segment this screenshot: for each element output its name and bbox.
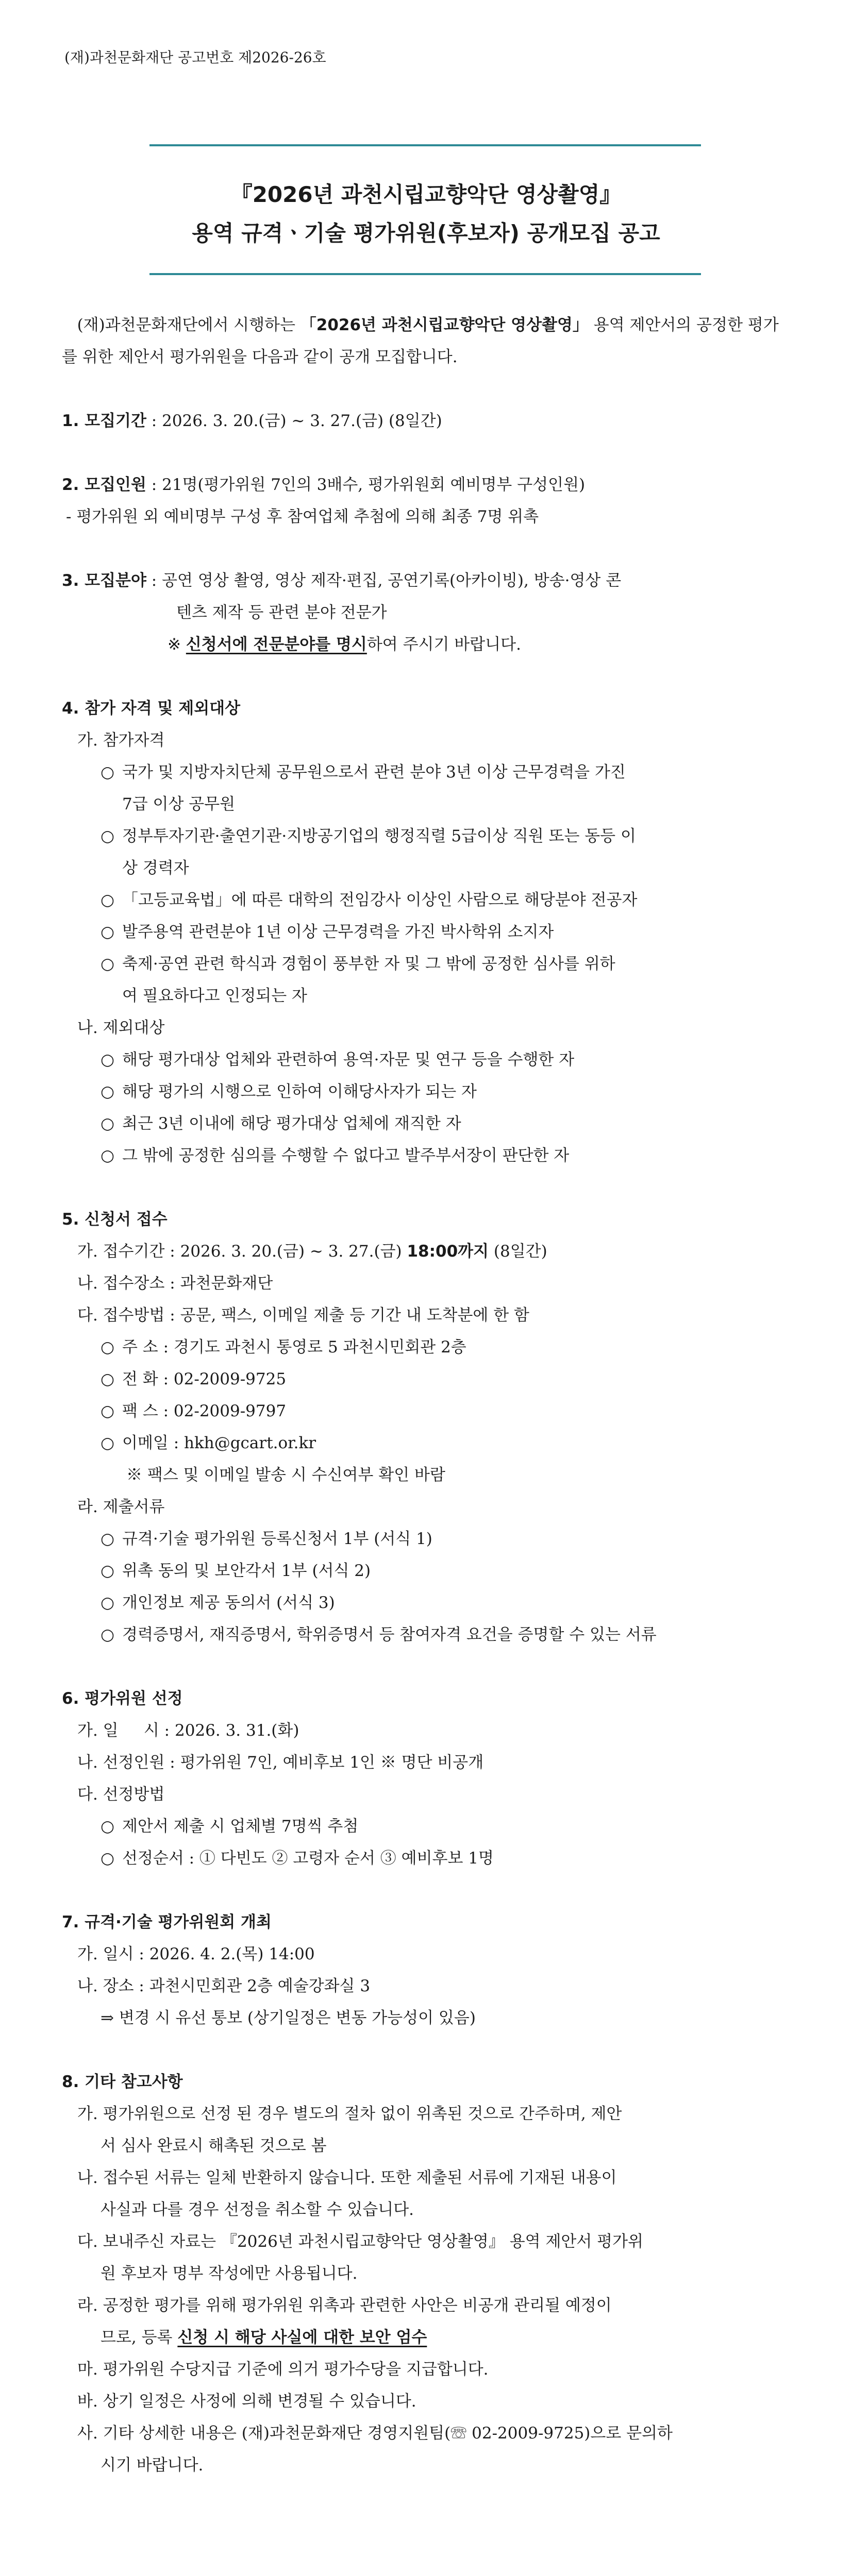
section-5-ga-after: (8일간) [489, 1242, 547, 1261]
section-2 [62, 469, 794, 501]
section-8-da-1: 다. 보내주신 자료는 『2026년 과천시립교향악단 영상촬영』 용역 제안서 평가위 [77, 2232, 644, 2251]
circle-bullet: ○ [101, 1114, 115, 1133]
intro-text-before: (재)과천문화재단에서 시행하는 [62, 316, 300, 334]
circle-bullet: ○ [101, 1530, 115, 1548]
selection-item-1 [62, 1810, 794, 1842]
section-8-ra-2 [62, 2321, 794, 2353]
section-8-ga-1: 가. 평가위원으로 선정 된 경우 별도의 절차 없이 위촉된 것으로 간주하며, 제안 [77, 2105, 622, 2123]
section-8-ma: 마. 평가위원 수당지급 기준에 의거 평가수당을 지급합니다. [77, 2360, 489, 2379]
section-3-note-after: 하여 주시기 바랍니다. [366, 635, 521, 654]
exclusion-item-4 [62, 1140, 794, 1172]
section-5-da: 다. 접수방법 : 공문, 팩스, 이메일 제출 등 기간 내 도착분에 한 함 [77, 1306, 529, 1325]
notice-number: (재)과천문화재단 공고번호 제2026-26호 [64, 49, 326, 66]
eligibility-text: 축제·공연 관련 학식과 경험이 풍부한 자 및 그 밖에 공정한 심사를 위하 [122, 955, 615, 973]
document-item-3 [62, 1587, 794, 1619]
section-1 [62, 405, 794, 437]
section-5-da-note: ※ 팩스 및 이메일 발송 시 수신여부 확인 바람 [126, 1466, 445, 1484]
eligibility-item-4 [62, 916, 794, 948]
section-3-note-symbol: ※ [168, 635, 186, 654]
contact-text: 팩 스 : 02-2009-9797 [122, 1402, 287, 1420]
eligibility-item-3 [62, 884, 794, 916]
circle-bullet: ○ [101, 1050, 115, 1069]
title-bottom-rule [149, 273, 701, 275]
circle-bullet: ○ [101, 1562, 115, 1580]
section-2-body: : 21명(평가위원 7인의 3배수, 평가위원회 예비명부 구성인원) [146, 476, 586, 494]
intro-paragraph [62, 309, 794, 373]
section-2-heading: 2. 모집인원 [62, 476, 146, 494]
circle-bullet: ○ [101, 1817, 115, 1836]
section-8-da-2: 원 후보자 명부 작성에만 사용됩니다. [101, 2264, 358, 2283]
circle-bullet: ○ [101, 923, 115, 941]
exclusion-item-1 [62, 1044, 794, 1076]
page-title-line2: 용역 규격ㆍ기술 평가위원(후보자) 공개모집 공고 [192, 221, 660, 246]
intro-project-name: 「2026년 과천시립교향악단 영상촬영」 [300, 316, 589, 334]
circle-bullet: ○ [101, 1338, 115, 1357]
section-8-sa-1: 사. 기타 상세한 내용은 (재)과천문화재단 경영지원팀(☏ 02-2009-9725)으로 문의하 [77, 2424, 673, 2443]
eligibility-text: 정부투자기관·출연기관·지방공기업의 행정직렬 5급이상 직원 또는 동등 이 [122, 827, 636, 845]
section-1-body: : 2026. 3. 20.(금) ~ 3. 27.(금) (8일간) [146, 412, 442, 430]
exclusion-text: 해당 평가의 시행으로 인하여 이해당사자가 되는 자 [122, 1082, 477, 1101]
section-7-ga: 가. 일시 : 2026. 4. 2.(목) 14:00 [77, 1945, 315, 1963]
circle-bullet: ○ [101, 1625, 115, 1644]
section-8-ra-1: 라. 공정한 평가를 위해 평가위원 위촉과 관련한 사안은 비공개 관리될 예정이 [77, 2296, 612, 2315]
exclusion-text: 최근 3년 이내에 해당 평가대상 업체에 재직한 자 [122, 1114, 461, 1133]
eligibility-text: 여 필요하다고 인정되는 자 [122, 987, 307, 1005]
required-documents-list [62, 1523, 794, 1651]
section-2-note: - 평가위원 외 예비명부 구성 후 참여업체 추첨에 의해 최종 7명 위촉 [66, 507, 539, 526]
circle-bullet: ○ [101, 1434, 115, 1452]
notice-body [62, 309, 794, 2481]
section-8-ba: 바. 상기 일정은 사정에 의해 변경될 수 있습니다. [77, 2392, 416, 2411]
document-item-4 [62, 1619, 794, 1651]
selection-method-list [62, 1810, 794, 1874]
contact-item-2 [62, 1363, 794, 1395]
exclusion-list [62, 1044, 794, 1172]
circle-bullet: ○ [101, 1849, 115, 1868]
section-6-na: 나. 선정인원 : 평가위원 7인, 예비후보 1인 ※ 명단 비공개 [77, 1753, 484, 1772]
submission-contact-list [62, 1331, 794, 1459]
section-8-na-2: 사실과 다를 경우 선정을 취소할 수 있습니다. [101, 2200, 414, 2219]
eligibility-text: 국가 및 지방자치단체 공무원으로서 관련 분야 3년 이상 근무경력을 가진 [122, 763, 626, 782]
document-item-1 [62, 1523, 794, 1555]
section-4-na: 나. 제외대상 [77, 1019, 165, 1037]
section-7-heading: 7. 규격·기술 평가위원회 개최 [62, 1913, 272, 1931]
section-5-na: 나. 접수장소 : 과천문화재단 [77, 1274, 273, 1293]
circle-bullet: ○ [101, 763, 115, 782]
exclusion-item-2 [62, 1076, 794, 1108]
eligibility-item-5-line2 [62, 980, 794, 1012]
circle-bullet: ○ [101, 955, 115, 973]
contact-item-4 [62, 1427, 794, 1459]
eligibility-item-5-line1 [62, 948, 794, 980]
circle-bullet: ○ [101, 1402, 115, 1420]
contact-text: 이메일 : hkh@gcart.or.kr [122, 1434, 316, 1452]
eligibility-text: 7급 이상 공무원 [122, 795, 236, 814]
circle-bullet: ○ [101, 1082, 115, 1101]
circle-bullet: ○ [101, 891, 115, 909]
section-6-ga: 가. 일 시 : 2026. 3. 31.(화) [77, 1721, 299, 1740]
eligibility-item-2-line1 [62, 820, 794, 852]
title-top-rule [149, 144, 701, 146]
circle-bullet: ○ [101, 1146, 115, 1165]
circle-bullet: ○ [101, 827, 115, 845]
section-3-heading: 3. 모집분야 [62, 571, 146, 590]
section-7-note: ⇒ 변경 시 유선 통보 (상기일정은 변동 가능성이 있음) [101, 2009, 476, 2027]
document-text: 위촉 동의 및 보안각서 1부 (서식 2) [122, 1562, 371, 1580]
section-8-sa-2: 시기 바랍니다. [101, 2456, 204, 2475]
contact-text: 주 소 : 경기도 과천시 통영로 5 과천시민회관 2층 [122, 1338, 466, 1357]
page-title-line1: 『2026년 과천시립교향악단 영상촬영』 [230, 182, 622, 207]
section-3-note-emphasis: 신청서에 전문분야를 명시 [186, 635, 367, 654]
section-8-ra-2-emphasis: 신청 시 해당 사실에 대한 보안 엄수 [177, 2328, 427, 2347]
eligibility-text: 발주용역 관련분야 1년 이상 근무경력을 가진 박사학위 소지자 [122, 923, 554, 941]
selection-text: 선정순서 : ① 다빈도 ② 고령자 순서 ③ 예비후보 1명 [122, 1849, 494, 1868]
section-5-ga [62, 1235, 794, 1267]
eligibility-text: 「고등교육법」에 따른 대학의 전임강사 이상인 사람으로 해당분야 전공자 [122, 891, 638, 909]
circle-bullet: ○ [101, 1594, 115, 1612]
section-3-body-2: 텐츠 제작 등 관련 분야 전문가 [176, 603, 387, 622]
eligibility-text: 상 경력자 [122, 859, 189, 877]
document-text: 규격·기술 평가위원 등록신청서 1부 (서식 1) [122, 1530, 432, 1548]
section-5-ra: 라. 제출서류 [77, 1498, 165, 1516]
section-5-heading: 5. 신청서 접수 [62, 1210, 168, 1229]
section-6-heading: 6. 평가위원 선정 [62, 1689, 183, 1708]
section-3-note [62, 629, 794, 660]
contact-item-1 [62, 1331, 794, 1363]
eligibility-list [62, 756, 794, 1012]
section-4-ga: 가. 참가자격 [77, 731, 165, 750]
section-8-na-1: 나. 접수된 서류는 일체 반환하지 않습니다. 또한 제출된 서류에 기재된 내용이 [77, 2168, 617, 2187]
circle-bullet: ○ [101, 1370, 115, 1388]
contact-text: 전 화 : 02-2009-9725 [122, 1370, 287, 1388]
section-4-heading: 4. 참가 자격 및 제외대상 [62, 699, 241, 718]
section-7-na: 나. 장소 : 과천시민회관 2층 예술강좌실 3 [77, 1977, 371, 1995]
section-3-line1 [62, 565, 794, 597]
exclusion-text: 해당 평가대상 업체와 관련하여 용역·자문 및 연구 등을 수행한 자 [122, 1050, 575, 1069]
exclusion-text: 그 밖에 공정한 심의를 수행할 수 없다고 발주부서장이 판단한 자 [122, 1146, 570, 1165]
eligibility-item-1-line2 [62, 788, 794, 820]
eligibility-item-2-line2 [62, 852, 794, 884]
section-8-ra-2-text: 므로, 등록 [101, 2328, 178, 2347]
section-5-ga-text: 가. 접수기간 : 2026. 3. 20.(금) ~ 3. 27.(금) [77, 1242, 407, 1261]
section-6-da: 다. 선정방법 [77, 1785, 165, 1804]
document-text: 경력증명서, 재직증명서, 학위증명서 등 참여자격 요건을 증명할 수 있는 서류 [122, 1625, 657, 1644]
selection-item-2 [62, 1842, 794, 1874]
document-text: 개인정보 제공 동의서 (서식 3) [122, 1594, 335, 1612]
selection-text: 제안서 제출 시 업체별 7명씩 추첨 [122, 1817, 359, 1836]
exclusion-item-3 [62, 1108, 794, 1140]
section-5-ga-deadline: 18:00까지 [407, 1242, 489, 1261]
intro-text-after: 용역 제안서의 공정한 평가를 위한 제안서 평가위원을 다음과 같이 공개 모집합니다. [62, 316, 779, 366]
section-1-heading: 1. 모집기간 [62, 412, 146, 430]
section-3-body-1: : 공연 영상 촬영, 영상 제작·편집, 공연기록(아카이빙), 방송·영상 콘 [146, 571, 622, 590]
eligibility-item-1-line1 [62, 756, 794, 788]
document-item-2 [62, 1555, 794, 1587]
section-8-ga-2: 서 심사 완료시 해촉된 것으로 봄 [101, 2137, 327, 2155]
contact-item-3 [62, 1395, 794, 1427]
section-8-heading: 8. 기타 참고사항 [62, 2073, 183, 2091]
